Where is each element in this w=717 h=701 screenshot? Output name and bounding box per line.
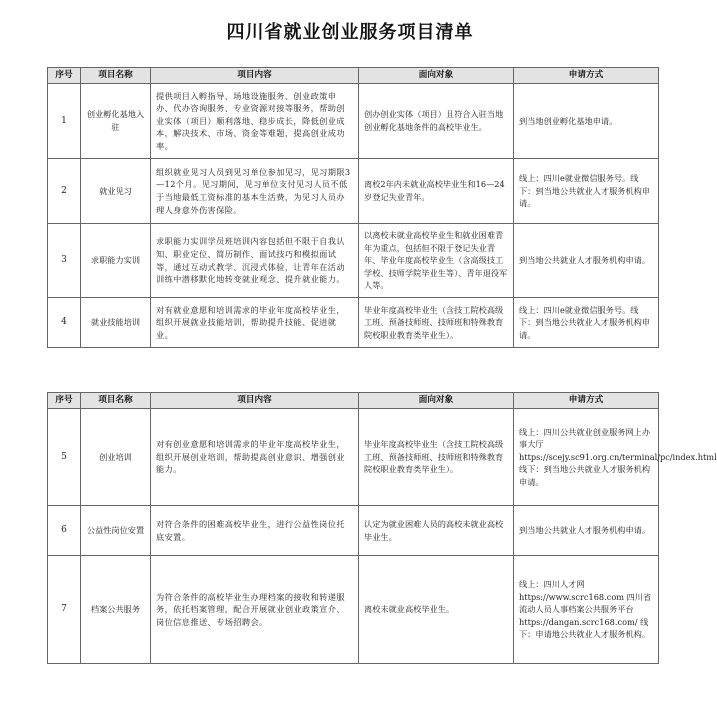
row-target: 创办创业实体（项目）且符合入驻当地创业孵化基地条件的高校毕业生。 [359,84,514,159]
row-no: 7 [48,556,81,664]
row-name: 就业见习 [81,159,151,224]
table-header-row [48,393,659,409]
row-no: 4 [48,298,81,348]
row-no: 6 [48,506,81,556]
row-apply: 线上：四川e就业微信服务号。线下：到当地公共就业人才服务机构申请。 [514,159,659,224]
row-target: 毕业年度高校毕业生（含技工院校高级工班、预备技师班、技师班和特殊教育院校职业教育类毕业生）。 [359,409,514,506]
row-target: 毕业年度高校毕业生（含技工院校高级工班、预备技师班、技师班和特殊教育院校职业教育类毕业生）。 [359,298,514,348]
row-apply: 线上：四川人才网 https://www.scrc168.com 四川省流动人员人事档案公共服务平台 https://dangan.scrc168.com/ 线下：申请地公共就业人才服务机构。 [514,556,659,664]
row-target: 离校2年内未就业高校毕业生和16—24岁登记失业青年。 [359,159,514,224]
row-target: 以离校未就业高校毕业生和就业困难青年为重点，包括但不限于登记失业青年、毕业年度高校毕业生（含高级技工学校、技师学院毕业生等）、青年退役军人等。 [359,224,514,298]
header-apply: 申请方式 [514,393,659,409]
row-content: 对有创业意愿和培训需求的毕业年度高校毕业生，组织开展创业培训，帮助提高创业意识、增强创业能力。 [151,409,359,506]
row-apply: 线上：四川公共就业创业服务网上办事大厅 https://scejy.sc91.org.cn/terminal/pc/index.html 线下：到当地公共就业人才服务机构申请。 [514,409,659,506]
header-name: 项目名称 [81,393,151,409]
row-target: 认定为就业困难人员的高校未就业高校毕业生。 [359,506,514,556]
table-row [48,224,659,298]
row-name: 就业技能培训 [81,298,151,348]
row-no: 1 [48,84,81,159]
row-content: 求职能力实训学员班培训内容包括但不限于自我认知、职业定位、简历制作、面试技巧和模拟面试等，通过互动式教学、沉浸式体验，让青年在活动训练中潜移默化地转变就业观念、提升就业能力。 [151,224,359,298]
row-no: 2 [48,159,81,224]
header-name: 项目名称 [81,68,151,84]
row-no: 5 [48,409,81,506]
table-row [48,84,659,159]
header-target: 面向对象 [359,68,514,84]
row-name: 公益性岗位安置 [81,506,151,556]
row-content: 对符合条件的困难高校毕业生，进行公益性岗位托底安置。 [151,506,359,556]
table-row [48,409,659,506]
table-header-row [48,68,659,84]
table-row [48,506,659,556]
row-target: 离校未就业高校毕业生。 [359,556,514,664]
service-table-part-2 [47,392,717,664]
header-no: 序号 [48,393,81,409]
header-no: 序号 [48,68,81,84]
page-title: 四川省就业创业服务项目清单 [226,22,474,43]
table-row [48,159,659,224]
header-apply: 申请方式 [514,68,659,84]
row-no: 3 [48,224,81,298]
table-row [48,298,659,348]
service-table-part-1 [47,67,659,348]
row-name: 求职能力实训 [81,224,151,298]
row-name: 创业培训 [81,409,151,506]
row-content: 组织就业见习人员到见习单位参加见习，见习期限3—12个月。见习期间，见习单位支付见习人员不低于当地最低工资标准的基本生活费，为见习人员办理人身意外伤害保险。 [151,159,359,224]
row-name: 档案公共服务 [81,556,151,664]
row-apply: 到当地公共就业人才服务机构申请。 [514,224,659,298]
header-content: 项目内容 [151,68,359,84]
header-target: 面向对象 [359,393,514,409]
row-name: 创业孵化基地入驻 [81,84,151,159]
row-content: 提供项目入孵指导、场地设施服务、创业政策申办、代办咨询服务、专业资源对接等服务，帮助创业实体（项目）顺利落地、稳步成长，降低创业成本，解决技术、市场、资金等难题，提高创业成功率。 [151,84,359,159]
row-apply: 到当地创业孵化基地申请。 [514,84,659,159]
row-content: 为符合条件的高校毕业生办理档案的接收和转递服务，依托档案管理，配合开展就业创业政策宣介、岗位信息推送、专场招聘会。 [151,556,359,664]
row-apply: 到当地公共就业人才服务机构申请。 [514,506,659,556]
row-apply: 线上：四川e就业微信服务号。线下：到当地公共就业人才服务机构申请。 [514,298,659,348]
header-content: 项目内容 [151,393,359,409]
row-content: 对有就业意愿和培训需求的毕业年度高校毕业生，组织开展就业技能培训，帮助提升技能、促进就业。 [151,298,359,348]
table-row [48,556,659,664]
